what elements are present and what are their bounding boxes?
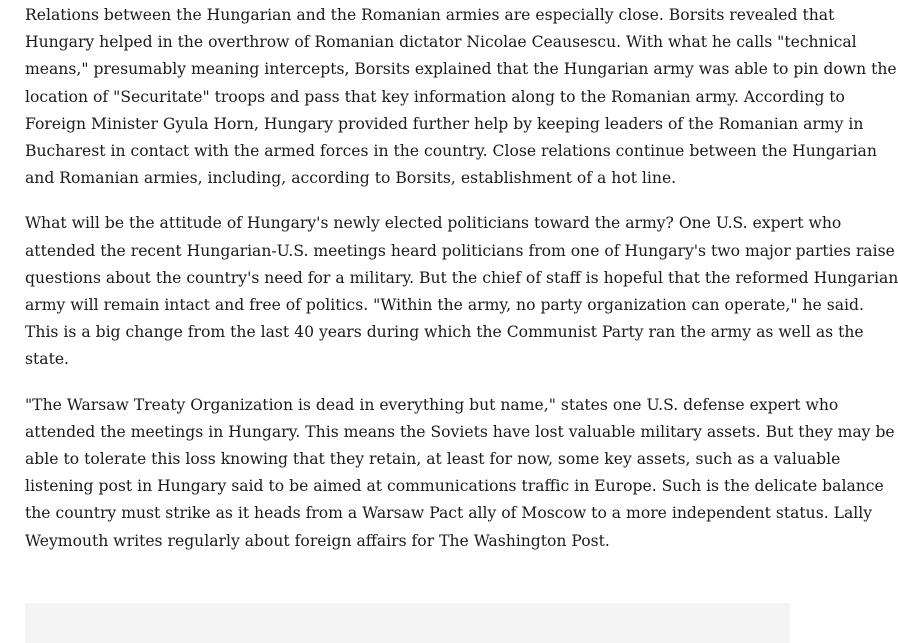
article-body [25, 2, 898, 573]
text-line: and Romanian armies, including, according to Borsits, establishment of a hot line. [25, 169, 677, 188]
text-line: means," presumably meaning intercepts, Borsits explained that the Hungarian army was able to pin down the [25, 60, 897, 79]
ad-placeholder [25, 603, 790, 643]
text-line: Hungary helped in the overthrow of Romanian dictator Nicolae Ceausescu. With what he calls "technical [25, 33, 857, 52]
text-line: attended the recent Hungarian-U.S. meetings heard politicians from one of Hungary's two major parties raise [25, 241, 895, 260]
text-line: listening post in Hungary said to be aimed at communications traffic in Europe. Such is the delicate balance [25, 477, 884, 496]
text-line: "The Warsaw Treaty Organization is dead in everything but name," states one U.S. defense expert who [25, 395, 839, 414]
text-line: location of "Securitate" troops and pass that key information along to the Romanian army. According to [25, 87, 845, 106]
text-line: Bucharest in contact with the armed forces in the country. Close relations continue between the Hungarian [25, 142, 877, 161]
text-line: army will remain intact and free of politics. "Within the army, no party organization can operate," he said. [25, 296, 864, 315]
article-paragraph [25, 210, 898, 373]
text-line: Foreign Minister Gyula Horn, Hungary provided further help by keeping leaders of the Romanian army in [25, 114, 864, 133]
text-line: Weymouth writes regularly about foreign affairs for The Washington Post. [25, 531, 610, 550]
text-line: able to tolerate this loss knowing that they retain, at least for now, some key assets, such as a valuable [25, 450, 841, 469]
text-line: This is a big change from the last 40 years during which the Communist Party ran the army as well as the [25, 323, 864, 342]
article-paragraph [25, 392, 895, 555]
text-line: Relations between the Hungarian and the Romanian armies are especially close. Borsits revealed that [25, 6, 835, 24]
text-line: attended the meetings in Hungary. This means the Soviets have lost valuable military assets. But they may be [25, 422, 895, 441]
text-line: What will be the attitude of Hungary's newly elected politicians toward the army? One U.S. expert who [25, 214, 842, 233]
text-line: questions about the country's need for a military. But the chief of staff is hopeful that the reformed Hungarian [25, 268, 898, 287]
article-paragraph [25, 2, 897, 192]
text-line: state. [25, 350, 70, 369]
text-line: the country must strike as it heads from a Warsaw Pact ally of Moscow to a more independent status. Lally [25, 504, 873, 523]
